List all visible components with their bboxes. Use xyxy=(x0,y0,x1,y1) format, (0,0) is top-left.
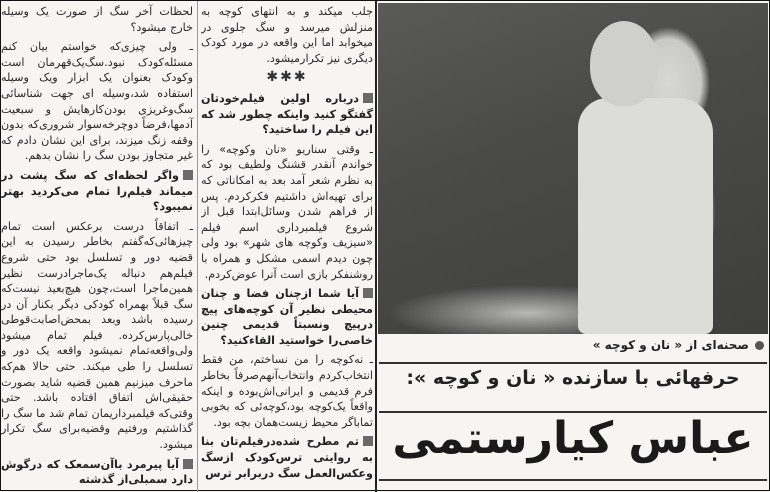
paragraph: ـ نه‌کوچه را من نساختم، من فقط انتخاب‌کردم وانتخاب‌آنهم‌صرفاً بخاطر فرم قدیمی و ایرانی‌اش‌بوده و اینکه واقعاً یک‌کوچه بود،کوچه‌ئی که بخوبی تماباگر محیط زیست‌همان بچه بود. xyxy=(201,353,373,429)
question-text: آیا شما ازچنان فضا و چنان محیطی نظیر آن کوچه‌های پیچ درپیچ ونسبتاً قدیمی چنین خاصی‌را خواستید القاء‌کنید؟ xyxy=(201,287,373,347)
section-separator: ✱✱✱ xyxy=(266,69,308,86)
paragraph: لحظات آخر سگ از صورت یک وسیله خارج میشود؟ xyxy=(1,5,193,34)
question-text: درباره اولین فیلم‌خودتان گفتگو کنید واینکه چطور شد که این فیلم را ساختید؟ xyxy=(201,91,373,137)
paragraph: ـ ولی چیزی‌که خواستم بیان کنم مسئله‌کودک نبود.سگ‌یک‌قهرمان است وکودک بعنوان یک ابزار ویک وسیله استفاده شد،وسیله ای جهت شناسائی سگ‌وغریزی بودن‌کارهایش و سبعیت آدمها،فرضاً دوچرخه‌سوار شروری‌که بدون وقفه زنگ میزند، برای این نشان دادم که غیر متجاوز بودن سگ را نشان بدهم. xyxy=(1,40,193,163)
boy-figure xyxy=(578,98,713,334)
square-bullet-icon xyxy=(363,93,373,103)
square-bullet-icon xyxy=(183,459,193,469)
question-paragraph xyxy=(201,286,373,348)
column-divider xyxy=(375,1,377,492)
bullet-dot-icon xyxy=(755,341,764,350)
question-text: واگر لحظه‌ای که سگ پشت در میماند فیلم‌را تمام می‌کردید بهتر نمیبود؟ xyxy=(1,168,193,214)
paragraph: جلب میکند و به انتهای کوچه به منزلش میرسد و سگ جلوی در میخوابد اما این واقعه در مورد کودک دیگری نیز تکرارمیشود. xyxy=(201,5,373,65)
article-title: عباس کیارستمی xyxy=(392,413,754,464)
paragraph: ـ وقتی سناریو «نان وکوچه» را خواندم آنقدر قشنگ ولطیف بود که به نظرم شعر آمد بعد به امکاناتی که برای تهیه‌اش داشتیم فکرکردم. پس از فراهم شدن وسائل‌ابتدا قبل از شروع فیلمبرداری اسم فیلم «سیزیف وکوچه های شهر» بود ولی چون دیدم اسمی مشکل و همراه با روشنفکر بازی است آنرا عوض‌کردم. xyxy=(201,142,373,281)
column-divider xyxy=(197,1,198,492)
left-text-column xyxy=(1,4,197,490)
square-bullet-icon xyxy=(183,170,193,180)
square-bullet-icon xyxy=(363,288,373,298)
photo-caption xyxy=(378,338,764,358)
article-pretitle: حرفهائی با سازنده « نان و کوچه »: xyxy=(406,367,740,389)
question-paragraph xyxy=(201,91,373,138)
rule-line xyxy=(379,362,767,364)
question-text: تم مطرح شده‌درفیلم‌تان بنا به روایتی ترس‌کودک ازسگ وعکس‌العمل سگ دربرابر ترس xyxy=(201,435,373,480)
question-paragraph xyxy=(1,168,193,215)
square-bullet-icon xyxy=(363,436,373,446)
question-paragraph xyxy=(201,434,373,481)
boy-head xyxy=(590,21,658,106)
caption-text: صحنه‌ای از « نان و کوچه » xyxy=(592,338,749,352)
paragraph: ـ اتفاقاً درست برعکس است تمام چیزهائی‌که‌گفتم بخاطر رسیدن به این قضیه دور و تسلسل بود حتی شروع فیلم‌هم دنباله یک‌ماجرادرست نظیر همین‌ماجرا است،چون هیچ‌بعید نیست‌که سگ قبلاً بهمراه کودکی دیگر بکنار آن در رسیده باشد وبعد بمحض‌اصابت‌قوطی خالی‌پارس‌کرده. فیلم تمام میشود ولی‌واقعه‌تمام نمیشود واقعه یک دور و تسلسل را طی میکند. حتی حالا هم‌که ماحرف میزنیم همین قضیه شاید بصورت حقیقی‌اش اتفاق افتاده باشد. حتی وقتی‌که فیلمبرداریمان تمام شد ما سگ را گذاشتیم ورفتیم وقضیه‌برای سگ تکرار میشود. xyxy=(1,219,193,452)
rule-line xyxy=(379,479,767,481)
middle-text-column xyxy=(201,4,373,490)
question-text: آیا پیرمرد باآن‌سمعک که درگوش دارد سمبلی‌از گذشته xyxy=(1,457,193,487)
question-paragraph xyxy=(1,457,193,488)
film-still-photo xyxy=(378,3,768,334)
